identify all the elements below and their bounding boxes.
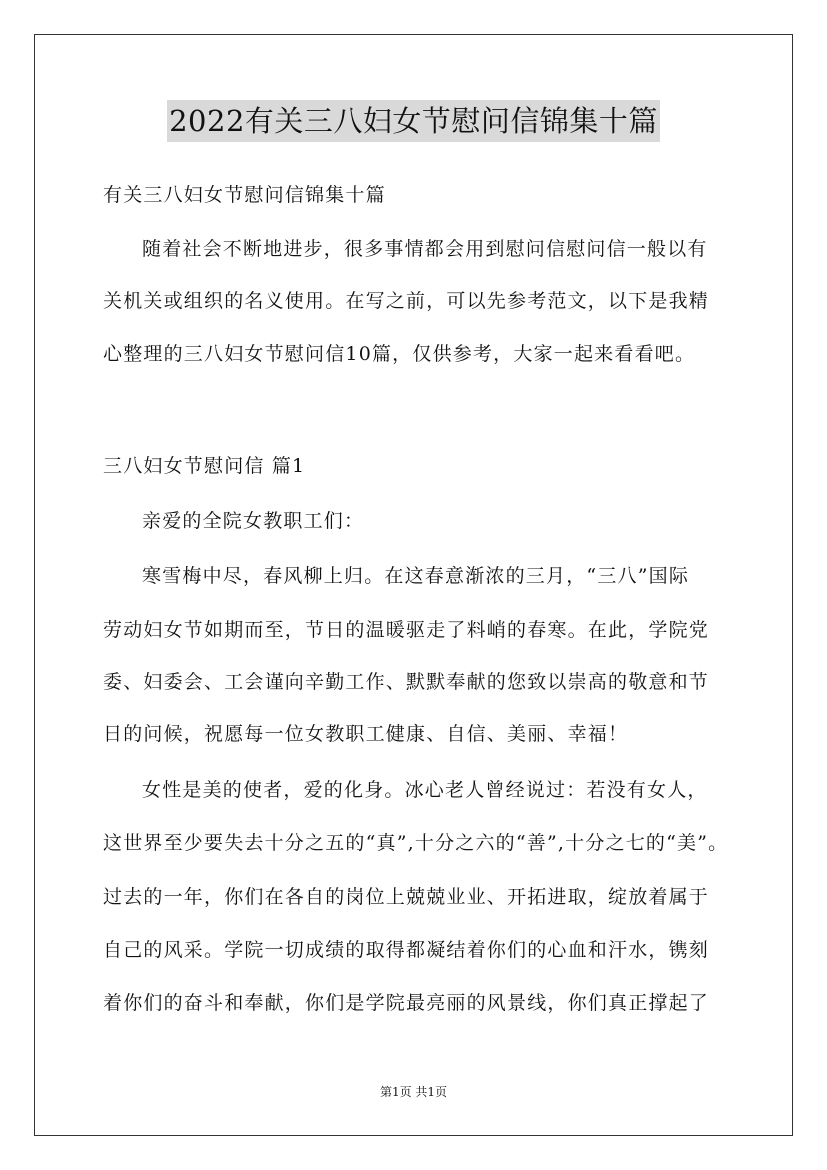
paragraph-line: 日的问候，祝愿每一位女教职工健康、自信、美丽、幸福！ bbox=[103, 723, 629, 745]
paragraph-line: 着你们的奋斗和奉献，你们是学院最亮丽的风景线，你们真正撑起了 bbox=[103, 992, 710, 1014]
intro-line: 心整理的三八妇女节慰问信10篇，仅供参考，大家一起来看看吧。 bbox=[103, 343, 696, 365]
paragraph-line: 委、妇委会、工会谨向辛勤工作、默默奉献的您致以崇高的敬意和节 bbox=[103, 671, 710, 693]
paragraph-line: 劳动妇女节如期而至，节日的温暖驱走了料峭的春寒。在此，学院党 bbox=[103, 619, 710, 641]
page-number: 第1页 共1页 bbox=[379, 1085, 448, 1099]
title-container bbox=[0, 100, 827, 142]
paragraph-line: 自己的风采。学院一切成绩的取得都凝结着你们的心血和汗水，镌刻 bbox=[103, 939, 710, 961]
section-heading: 三八妇女节慰问信 篇1 bbox=[103, 455, 306, 477]
intro-line: 关机关或组织的名义使用。在写之前，可以先参考范文，以下是我精 bbox=[103, 290, 710, 312]
salutation: 亲爱的全院女教职工们： bbox=[142, 510, 365, 532]
document-title: 2022有关三八妇女节慰问信锦集十篇 bbox=[167, 100, 660, 142]
paragraph-line: 寒雪梅中尽，春风柳上归。在这春意渐浓的三月，“三八”国际 bbox=[142, 565, 690, 587]
document-subtitle: 有关三八妇女节慰问信锦集十篇 bbox=[103, 184, 386, 206]
paragraph-line: 过去的一年，你们在各自的岗位上兢兢业业、开拓进取，绽放着属于 bbox=[103, 886, 710, 908]
paragraph-line: 女性是美的使者，爱的化身。冰心老人曾经说过：若没有女人， bbox=[142, 779, 708, 801]
intro-line: 随着社会不断地进步，很多事情都会用到慰问信慰问信一般以有 bbox=[142, 238, 708, 260]
paragraph-line: 这世界至少要失去十分之五的“真”,十分之六的“善”,十分之七的“美”。 bbox=[103, 832, 729, 854]
